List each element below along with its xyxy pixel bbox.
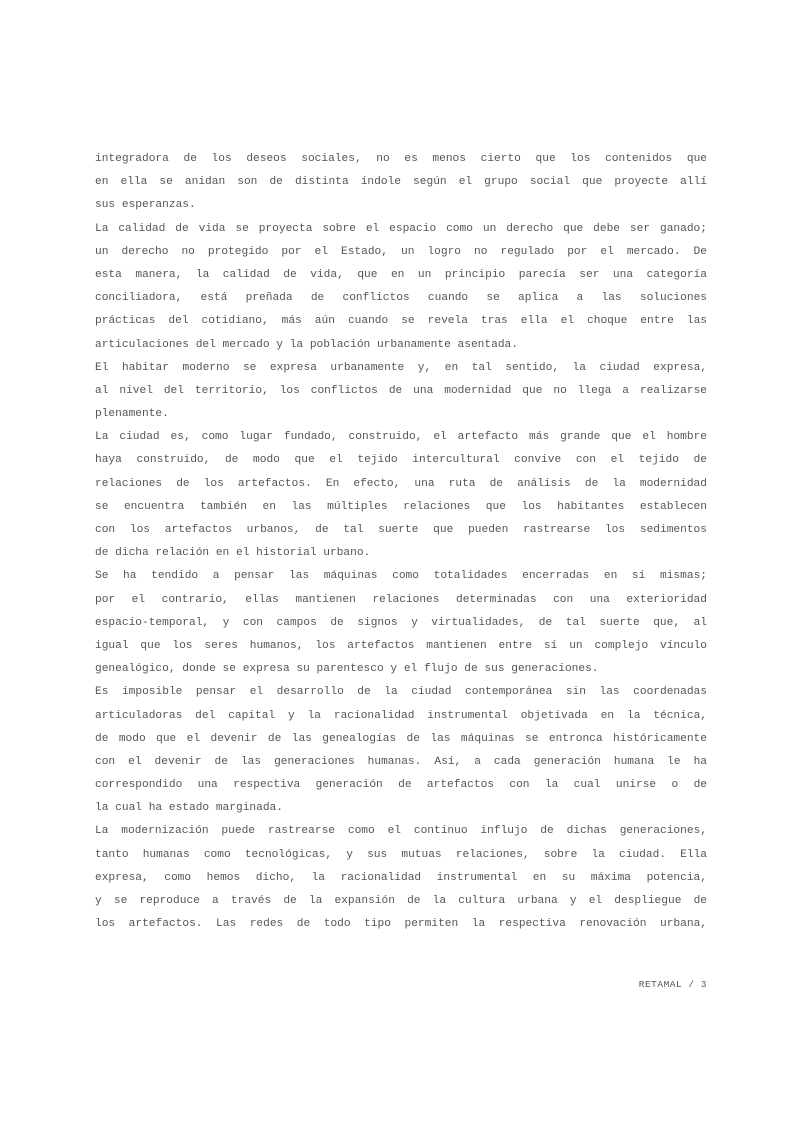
text-line: los artefactos. Las redes de todo tipo permiten la respectiva renovación urbana, — [95, 918, 707, 931]
text-line: genealógico, donde se expresa su parentesco y el flujo de sus generaciones. — [95, 663, 599, 676]
text-line: correspondido una respectiva generación de artefactos con la cual unirse o de — [95, 779, 707, 792]
text-line: en ella se anidan son de distinta índole según el grupo social que proyecte allí — [95, 176, 707, 189]
body-text — [95, 148, 707, 936]
text-line: por el contrario, ellas mantienen relaciones determinadas con una exterioridad — [95, 593, 707, 606]
text-line: sus esperanzas. — [95, 199, 196, 212]
text-line: La calidad de vida se proyecta sobre el espacio como un derecho que debe ser ganado; — [95, 222, 707, 235]
text-line: espacio-temporal, y con campos de signos y virtualidades, de tal suerte que, al — [95, 616, 707, 629]
text-line: plenamente. — [95, 408, 169, 421]
text-line: Se ha tendido a pensar las máquinas como totalidades encerradas en sí mismas; — [95, 570, 707, 583]
text-line: con los artefactos urbanos, de tal suerte que pueden rastrearse los sedimentos — [95, 524, 707, 536]
text-line: y se reproduce a través de la expansión de la cultura urbana y el despliegue de — [95, 895, 707, 907]
text-line: articulaciones del mercado y la población urbanamente asentada. — [95, 338, 518, 351]
text-line: de modo que el devenir de las genealogías de las máquinas se entronca históricamente — [95, 732, 707, 745]
text-line: conciliadora, está preñada de conflictos cuando se aplica a las soluciones — [95, 292, 707, 305]
text-line: de dicha relación en el historial urbano. — [95, 547, 371, 560]
text-line: igual que los seres humanos, los artefactos mantienen entre sí un complejo vínculo — [95, 639, 707, 652]
text-line: Es imposible pensar el desarrollo de la ciudad contemporánea sin las coordenadas — [95, 686, 707, 699]
text-line: la cual ha estado marginada. — [95, 802, 283, 815]
text-line: con el devenir de las generaciones humanas. Así, a cada generación humana le ha — [95, 755, 707, 768]
text-line: un derecho no protegido por el Estado, un logro no regulado por el mercado. De — [95, 245, 707, 258]
text-line: al nivel del territorio, los conflictos de una modernidad que no llega a realizarse — [95, 384, 707, 397]
text-line: esta manera, la calidad de vida, que en un principio parecía ser una categoría — [95, 268, 707, 281]
text-line: articuladoras del capital y la racionalidad instrumental objetivada en la técnica, — [95, 709, 707, 722]
text-line: prácticas del cotidiano, más aún cuando se revela tras ella el choque entre las — [95, 315, 707, 328]
text-line: integradora de los deseos sociales, no es menos cierto que los contenidos que — [95, 153, 707, 165]
text-line: tanto humanas como tecnológicas, y sus mutuas relaciones, sobre la ciudad. Ella — [95, 848, 707, 861]
text-line: La ciudad es, como lugar fundado, construido, el artefacto más grande que el hombre — [95, 431, 707, 444]
text-line: relaciones de los artefactos. En efecto, una ruta de análisis de la modernidad — [95, 477, 707, 490]
text-line: haya construido, de modo que el tejido intercultural convive con el tejido de — [95, 454, 707, 467]
text-line: El habitar moderno se expresa urbanamente y, en tal sentido, la ciudad expresa, — [95, 361, 707, 374]
text-line: se encuentra también en las múltiples relaciones que los habitantes establecen — [95, 500, 707, 513]
page-footer: RETAMAL / 3 — [638, 979, 707, 990]
text-line: La modernización puede rastrearse como el continuo influjo de dichas generaciones, — [95, 825, 707, 838]
text-line: expresa, como hemos dicho, la racionalidad instrumental en su máxima potencia, — [95, 871, 707, 884]
